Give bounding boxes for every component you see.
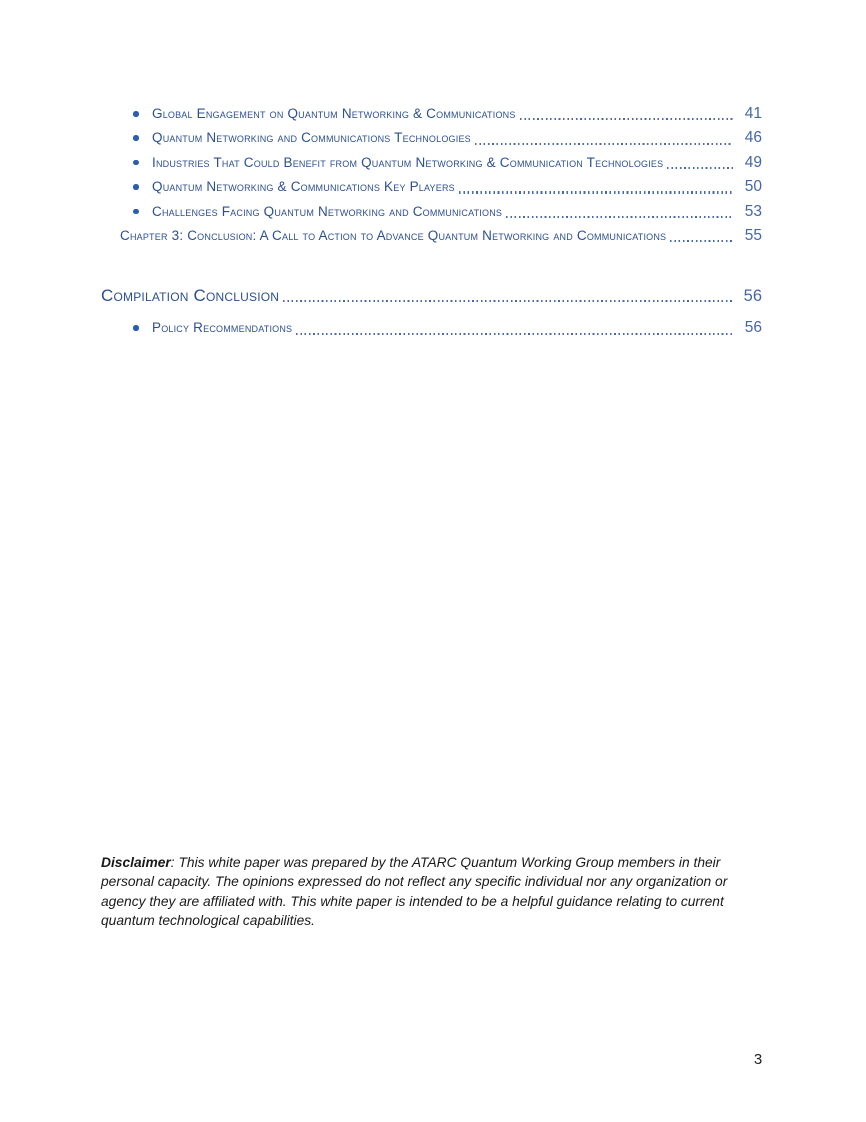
- toc-entry-chapter-3[interactable]: [101, 224, 762, 248]
- page-number: 3: [753, 1051, 763, 1068]
- toc-page-number: 55: [744, 227, 762, 245]
- toc-entry-compilation-conclusion[interactable]: [101, 282, 762, 309]
- toc-entry-technologies[interactable]: [101, 126, 762, 150]
- toc-page-number: 41: [744, 105, 762, 122]
- toc-entry-label: Compilation Conclusion: [101, 286, 280, 306]
- toc-entry-label: Global Engagement on Quantum Networking & Communications: [152, 106, 516, 121]
- dot-leader: [670, 240, 733, 242]
- toc-page-number: 56: [743, 287, 762, 306]
- toc-entry-label: Challenges Facing Quantum Networking and Communications: [152, 203, 503, 219]
- dot-leader: [296, 333, 733, 335]
- disclaimer-lead: Disclaimer: [101, 854, 171, 870]
- toc-page-number: 53: [744, 202, 762, 220]
- dot-leader: [475, 143, 733, 145]
- toc-entry-label: Industries That Could Benefit from Quantum Networking & Communication Technologies: [152, 154, 664, 170]
- dot-leader: [459, 191, 733, 193]
- dot-leader: [667, 167, 733, 169]
- toc-page-number: 49: [744, 153, 762, 171]
- toc-entry-label: Quantum Networking and Communications Technologies: [152, 130, 471, 146]
- disclaimer-body: : This white paper was prepared by the ATARC Quantum Working Group members in their personal capacity. The opinions expressed do not reflect any specific individual nor any organization or agency they are affiliated with. This white paper is intended to be a helpful guidance relating to current quantum technological capabilities.: [101, 854, 728, 929]
- toc-entry-label: Chapter 3: Conclusion: A Call to Action to Advance Quantum Networking and Communications: [120, 228, 667, 244]
- toc-entry-industries[interactable]: [101, 151, 762, 175]
- disclaimer-paragraph: [101, 853, 759, 931]
- toc-entry-label: Policy Recommendations: [152, 320, 293, 336]
- table-of-contents: [101, 102, 762, 341]
- toc-entry-challenges[interactable]: [101, 200, 762, 224]
- toc-entry-label: Quantum Networking & Communications Key Players: [152, 179, 455, 195]
- dot-leader: [520, 118, 733, 120]
- toc-page-number: 46: [744, 129, 762, 147]
- toc-entry-policy-recommendations[interactable]: [101, 316, 762, 340]
- toc-entry-global-engagement[interactable]: [101, 102, 762, 126]
- toc-page-number: 56: [744, 319, 762, 337]
- dot-leader: [506, 216, 733, 218]
- dot-leader: [283, 300, 733, 302]
- toc-entry-key-players[interactable]: [101, 175, 762, 199]
- toc-page-number: 50: [744, 178, 762, 196]
